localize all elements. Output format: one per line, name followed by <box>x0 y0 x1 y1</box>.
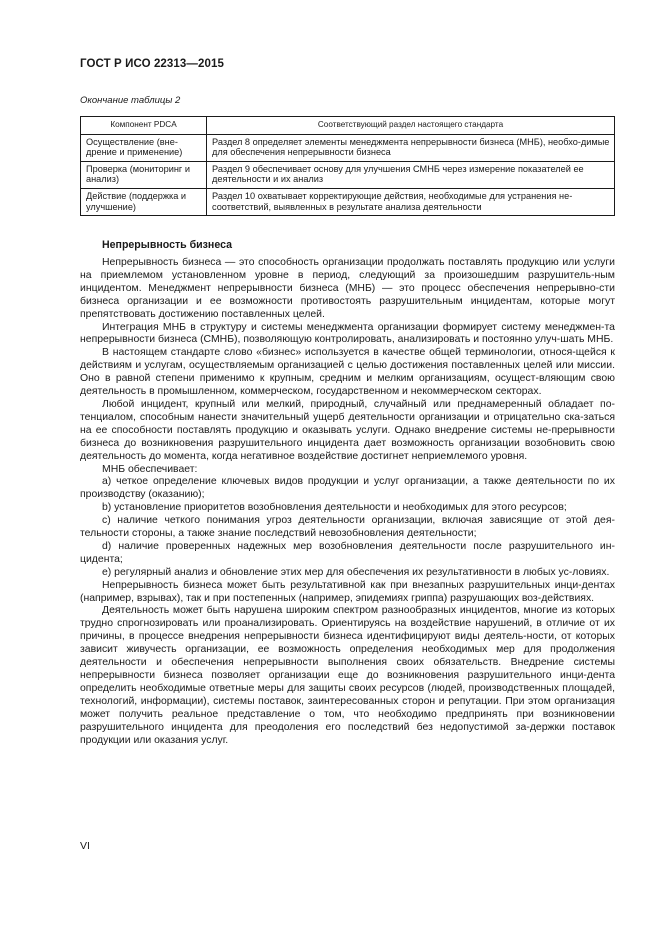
column-header-component: Компонент PDCA <box>81 117 207 135</box>
cell-component: Проверка (мониторинг и анализ) <box>81 161 207 188</box>
table-header-row <box>81 117 615 135</box>
column-header-section: Соответствующий раздел настоящего стандарта <box>207 117 615 135</box>
section-heading: Непрерывность бизнеса <box>102 239 232 251</box>
table-row <box>81 188 615 215</box>
pdca-table <box>80 116 615 216</box>
list-item-d: d) наличие проверенных надежных мер возобновления деятельности после разрушительного ин-цидента; <box>80 540 615 565</box>
paragraph-effectiveness: Непрерывность бизнеса может быть результативной как при внезапных разрушительных инци-дентах (например, взрывах), так и при постепенных (например, эпидемиях гриппа) разрушающих воз-действиях. <box>80 579 615 604</box>
paragraph-list-intro: МНБ обеспечивает: <box>102 463 198 475</box>
list-item-a: a) четкое определение ключевых видов продукции и услуг организации, а также деятельности по их производству (оказанию); <box>80 476 615 501</box>
cell-section: Раздел 9 обеспечивает основу для улучшения СМНБ через измерение показателей ее деятельности и их анализ <box>207 161 615 188</box>
paragraph-business-term: В настоящем стандарте слово «бизнес» используется в качестве общей терминологии, относя-щейся к действиям и услугам, осуществляемым организацией с целью достижения поставленных целей или миссии. Оно в равной степени применимо к крупным, средним и мелким организациям, осущест-вляющим свою деятельность в промышленном, коммерческом, государственном и некоммерческом секторах. <box>80 347 615 398</box>
cell-component: Действие (поддержка и улучшение) <box>81 188 207 215</box>
paragraph-integration: Интеграция МНБ в структуру и системы менеджмента организации формирует систему менеджмен-та непрерывности бизнеса (СМНБ), позволяющую контролировать, анализировать и постоянно улуч-шать МНБ. <box>80 321 615 346</box>
paragraph-definition: Непрерывность бизнеса — это способность организации продолжать поставлять продукцию или услуги на приемлемом установленном уровне в период, следующий за произошедшим разрушитель-ным инцидентом. Менеджмент непрерывности бизнеса (МНБ) — это процесс обеспечения непрерывно-сти бизнеса организации и ее возможности противостоять разрушительным инцидентам, которые могут препятствовать достижению поставленных целей. <box>80 257 615 320</box>
document-number: ГОСТ Р ИСО 22313—2015 <box>80 58 225 70</box>
table-caption: Окончание таблицы 2 <box>80 95 181 106</box>
cell-component: Осуществление (вне-дрение и применение) <box>81 134 207 161</box>
cell-section: Раздел 10 охватывает корректирующие действия, необходимые для устранения не-соответствий, выявленных в результате анализа деятельности <box>207 188 615 215</box>
list-item-e: e) регулярный анализ и обновление этих мер для обеспечения их результативности в любых ус-ловиях. <box>102 566 610 578</box>
section-body <box>80 239 615 747</box>
paragraph-incidents: Любой инцидент, крупный или мелкий, природный, случайный или преднамеренный обладает по-тенциалом, способным нанести значительный ущерб деятельности организации и отрицательно ска-заться на ее способности поставлять продукцию и оказывать услуги. Однако внедрение системы не-прерывности бизнеса до возникновения разрушительного инцидента дает возможность организации возобновить свою деятельность до момента, когда негативное воздействие достигнет неприемлемого уровня. <box>80 398 615 462</box>
list-item-b: b) установление приоритетов возобновления деятельности и необходимых для этого ресурсов; <box>102 502 567 514</box>
table-row <box>81 161 615 188</box>
page-number: VI <box>80 840 90 852</box>
table-row <box>81 134 615 161</box>
list-item-c: c) наличие четкого понимания угроз деятельности организации, включая зависящие от этой дея-тельности стороны, а также знание последствий невозобновления деятельности; <box>80 515 615 540</box>
cell-section: Раздел 8 определяет элементы менеджмента непрерывности бизнеса (МНБ), необхо-димые для обеспечения непрерывности бизнеса <box>207 134 615 161</box>
paragraph-disruption: Деятельность может быть нарушена широким спектром разнообразных инцидентов, многие из которых трудно спрогнозировать или проанализировать. Ориентируясь на воздействие нарушений, в отличие от их причины, в процессе внедрения непрерывности бизнеса идентифицируют виды деятель-ности, от которых зависит живучесть организации, ее возможность определения необходимых мер для продолжения деятельности и обеспечения непрерывности выполнения своих обязательств. Внедрение системы непрерывности бизнеса позволяет организации еще до возникновения разрушительного инци-дента определить необходимые ответные меры для защиты своих ресурсов (людей, производственных площадей, технологий, информации), системы поставок, заинтересованных сторон и репутации. При этом организация может получить реальное представление о том, что необходимо предпринять при возникновении разрушительного инцидента для преодоления его последствий без недопустимой за-держки поставок продукции или оказания услуг. <box>80 605 615 746</box>
